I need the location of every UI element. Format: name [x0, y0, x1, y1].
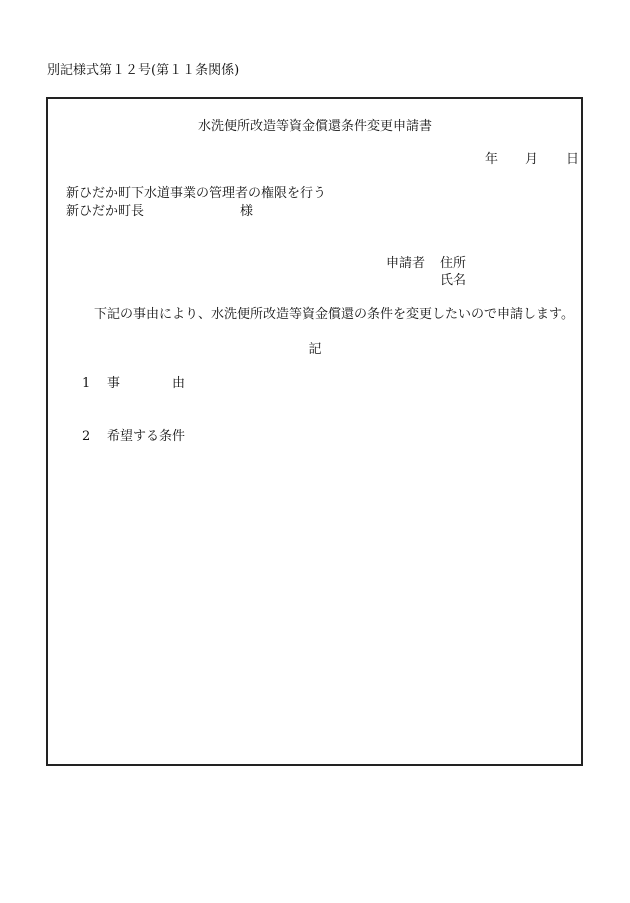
date-month-label: 月: [525, 152, 539, 167]
applicant-label: 申請者: [386, 256, 426, 271]
date-day-label: 日: [566, 152, 580, 167]
ki-heading: 記: [308, 342, 322, 357]
item-1-label-reason: 事由: [107, 376, 238, 391]
request-statement: 下記の事由により、水洗便所改造等資金償還の条件を変更したいので申請します。: [94, 307, 574, 322]
applicant-name-label: 氏名: [440, 273, 467, 288]
addressee-line-1: 新ひだか町下水道事業の管理者の権限を行う: [66, 186, 327, 201]
addressee-line-2: 新ひだか町長: [66, 204, 145, 219]
item-2-label-desired-conditions: 希望する条件: [107, 429, 186, 444]
form-number: 別記様式第１２号(第１１条関係): [47, 63, 240, 78]
document-title: 水洗便所改造等資金償還条件変更申請書: [197, 119, 432, 134]
date-year-label: 年: [485, 152, 499, 167]
applicant-address-label: 住所: [440, 256, 467, 271]
item-1-number: 1: [82, 376, 91, 391]
item-2-number: 2: [82, 429, 91, 444]
addressee-honorific: 様: [240, 204, 254, 219]
